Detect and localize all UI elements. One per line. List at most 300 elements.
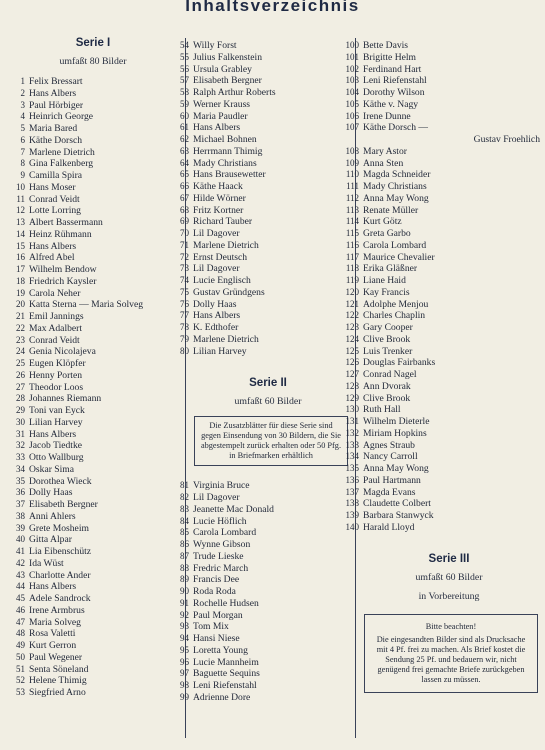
list-item — [340, 275, 542, 287]
column-2 — [170, 0, 352, 704]
list-item — [170, 334, 352, 346]
item-number: 42 — [16, 557, 25, 568]
list-item — [170, 657, 352, 669]
list-item — [6, 628, 180, 640]
item-name: Maria Solveg — [29, 616, 81, 628]
list-item — [340, 463, 542, 475]
item-name: Julius Falkenstein — [193, 51, 263, 63]
list-item — [170, 299, 352, 311]
item-number: 32 — [16, 440, 25, 451]
serie-3-notice-box — [364, 614, 538, 693]
list-item — [6, 194, 180, 206]
item-name: Hans Albers — [193, 122, 241, 134]
list-item — [340, 510, 542, 522]
item-number: 10 — [16, 181, 25, 192]
item-number: 117 — [345, 251, 359, 262]
list-item — [6, 581, 180, 593]
item-name: Ralph Arthur Roberts — [193, 87, 276, 98]
item-number: 78 — [180, 322, 189, 332]
item-name: Ursula Grabley — [193, 63, 252, 75]
item-number: 29 — [16, 405, 25, 415]
item-number: 46 — [16, 604, 25, 615]
item-name: Dorothea Wieck — [29, 475, 92, 487]
item-number: 14 — [16, 228, 25, 239]
item-name: Paul Morgan — [193, 609, 243, 621]
item-name: Irene Armbrus — [29, 604, 85, 616]
item-number: 64 — [180, 157, 189, 168]
item-name: Tom Mix — [193, 621, 229, 633]
item-number: 86 — [180, 539, 189, 549]
item-name: Alfred Abel — [29, 252, 75, 264]
item-number: 61 — [180, 122, 189, 133]
item-number: 13 — [16, 217, 25, 227]
item-name: Leni Riefenstahl — [193, 680, 257, 691]
item-name: Douglas Fairbanks — [363, 357, 436, 369]
list-item — [6, 546, 180, 558]
item-name: Marlene Dietrich — [193, 239, 259, 251]
item-name: Mady Christians — [363, 181, 427, 192]
item-name: Carola Neher — [29, 287, 81, 299]
item-number: 21 — [16, 311, 25, 321]
list-item — [170, 146, 352, 158]
item-number: 1 — [20, 76, 25, 86]
list-item — [170, 169, 352, 181]
item-name: Brigitte Helm — [363, 51, 417, 63]
item-number: 30 — [16, 416, 25, 427]
item-name: Anna Sten — [363, 157, 404, 169]
notice-text: Die eingesandten Bilder sind als Drucksache mit 4 Pf. frei zu machen. Als Brief kostet die Sendung 25 Pf. und bedauern wir, nicht genügend frei gemachte Briefe zurückgeben lassen zu müssen. — [376, 634, 526, 684]
item-number: 77 — [180, 310, 189, 321]
item-name: Mady Christians — [193, 157, 257, 169]
item-name: Anna May Wong — [363, 192, 429, 204]
item-name: Adolphe Menjou — [363, 298, 429, 310]
item-name: Werner Krauss — [193, 98, 251, 110]
item-number: 84 — [180, 515, 189, 526]
item-name: Eugen Klöpfer — [29, 358, 86, 369]
item-number: 123 — [345, 322, 359, 332]
notice-heading: Bitte beachten! — [425, 621, 477, 631]
item-name: Käthe Dorsch — — [363, 122, 429, 134]
list-item — [170, 598, 352, 610]
item-number: 114 — [345, 216, 359, 227]
list-item — [170, 205, 352, 217]
serie-2-subtitle: umfaßt 60 Bilder — [234, 396, 302, 408]
item-number: 41 — [16, 546, 25, 556]
list-item — [6, 523, 180, 535]
item-number: 57 — [180, 75, 189, 86]
list-item — [6, 687, 180, 699]
list-item — [340, 193, 542, 205]
item-name: K. Edthofer — [193, 322, 239, 333]
item-name: Kurt Götz — [363, 216, 402, 228]
item-name: Fredric March — [193, 562, 249, 574]
list-item — [6, 464, 180, 476]
list-item — [340, 169, 542, 181]
list-item — [340, 40, 542, 52]
item-number: 97 — [180, 668, 189, 679]
item-number: 71 — [180, 239, 189, 250]
item-name: Dorothy Wilson — [363, 87, 425, 98]
list-item — [6, 111, 180, 123]
item-number: 3 — [20, 99, 25, 110]
item-name: Jacob Tiedtke — [29, 440, 83, 452]
item-number: 98 — [180, 680, 189, 690]
item-number: 68 — [180, 204, 189, 215]
serie-1-heading: Serie I — [75, 37, 111, 49]
item-name: Nancy Carroll — [363, 451, 418, 463]
list-item — [170, 275, 352, 287]
item-name: Hans Albers — [29, 581, 77, 593]
list-item — [6, 652, 180, 664]
list-item — [340, 428, 542, 440]
list-item — [170, 692, 352, 704]
list-item — [340, 134, 542, 146]
list-item — [340, 64, 542, 76]
item-name: Theodor Loos — [29, 381, 84, 393]
item-number: 9 — [20, 170, 25, 180]
item-number: 96 — [180, 656, 189, 667]
item-number: 15 — [16, 240, 25, 251]
item-number: 5 — [20, 123, 25, 133]
item-number: 87 — [180, 550, 189, 561]
item-number: 107 — [345, 122, 359, 133]
item-number: 83 — [180, 503, 189, 514]
item-number: 138 — [345, 498, 359, 509]
item-name: Katta Sterna — Maria Solveg — [29, 299, 144, 311]
item-number: 36 — [16, 487, 25, 498]
item-name: Ann Dvorak — [363, 380, 411, 392]
item-name: Claudette Colbert — [363, 498, 431, 510]
list-item — [340, 228, 542, 240]
list-item — [170, 563, 352, 575]
item-number: 81 — [180, 480, 189, 491]
item-number: 113 — [345, 204, 359, 215]
item-number: 79 — [180, 333, 189, 344]
item-name: Hans Albers — [29, 428, 77, 440]
item-name: Paul Wegener — [29, 651, 83, 663]
item-number: 126 — [345, 357, 359, 368]
list-item — [6, 264, 180, 276]
list-item — [170, 228, 352, 240]
item-number: 139 — [345, 510, 359, 520]
item-name: Carola Lombard — [193, 527, 257, 539]
item-name: Conrad Veidt — [29, 334, 80, 346]
item-name: Barbara Stanwyck — [363, 510, 434, 521]
item-name: Hilde Wörner — [193, 192, 246, 204]
item-number: 89 — [180, 574, 189, 585]
item-name: Max Adalbert — [29, 322, 83, 334]
item-number: 18 — [16, 275, 25, 286]
item-name: Greta Garbo — [363, 228, 411, 239]
list-item — [340, 52, 542, 64]
item-name: Ernst Deutsch — [193, 251, 248, 263]
item-name: Camilla Spira — [29, 170, 83, 181]
item-number: 7 — [20, 146, 25, 157]
list-item — [6, 323, 180, 335]
serie-2-notice-box: Die Zusatzblätter für diese Serie sind gegen Einsendung von 30 Bildern, die Sie abgestempelt zurück erhalten oder 50 Pfg. in Briefmarken erhältlich — [194, 416, 348, 466]
list-item — [170, 346, 352, 358]
list-item — [340, 99, 542, 111]
list-item — [6, 452, 180, 464]
list-item — [6, 605, 180, 617]
item-number: 127 — [345, 369, 359, 379]
item-number: 60 — [180, 110, 189, 121]
item-number: 23 — [16, 334, 25, 345]
list-item — [170, 122, 352, 134]
list-item — [170, 40, 352, 52]
item-name: Lotte Lorring — [29, 205, 81, 217]
item-number: 133 — [345, 439, 359, 450]
item-number: 129 — [345, 392, 359, 403]
item-number: 94 — [180, 633, 189, 643]
item-number: 105 — [345, 98, 359, 109]
item-number: 47 — [16, 616, 25, 627]
item-name: Toni van Eyck — [29, 405, 85, 416]
item-number: 132 — [345, 427, 359, 438]
item-number: 44 — [16, 581, 25, 592]
item-name: Lucie Höflich — [193, 515, 247, 527]
list-item — [170, 492, 352, 504]
list-item — [6, 534, 180, 546]
item-name: Charlotte Ander — [29, 569, 91, 581]
list-item — [170, 504, 352, 516]
item-number: 2 — [20, 87, 25, 98]
item-number: 17 — [16, 264, 25, 274]
item-name: Maurice Chevalier — [363, 251, 435, 263]
list-item — [340, 310, 542, 322]
item-name: Paul Hartmann — [363, 474, 421, 486]
item-number: 12 — [16, 205, 25, 216]
item-name: Marlene Dietrich — [193, 333, 259, 345]
item-name: Hansi Niese — [193, 633, 240, 644]
item-number: 43 — [16, 569, 25, 580]
item-number: 93 — [180, 621, 189, 632]
list-item — [170, 574, 352, 586]
item-number: 140 — [345, 521, 359, 532]
list-item — [340, 287, 542, 299]
item-name: Elisabeth Bergner — [193, 75, 262, 87]
item-number: 128 — [345, 380, 359, 391]
list-item — [170, 645, 352, 657]
item-name: Felix Bressart — [29, 76, 83, 87]
item-number: 99 — [180, 691, 189, 702]
item-name: Helene Thimig — [29, 675, 87, 687]
list-item — [170, 216, 352, 228]
item-name: Clive Brook — [363, 392, 411, 404]
item-number: 110 — [345, 169, 359, 180]
item-number: 120 — [345, 286, 359, 297]
item-name: Trude Lieske — [193, 550, 244, 562]
list-item — [6, 570, 180, 582]
item-name: Hans Albers — [193, 310, 241, 322]
item-number: 75 — [180, 286, 189, 297]
list-item — [340, 146, 542, 158]
list-item — [6, 382, 180, 394]
list-item — [170, 181, 352, 193]
item-name: Hans Albers — [29, 87, 77, 99]
list-item — [6, 429, 180, 441]
item-number: 53 — [16, 687, 25, 697]
item-number: 50 — [16, 651, 25, 662]
item-name: Adrienne Dore — [193, 691, 251, 703]
item-number: 52 — [16, 675, 25, 686]
list-item — [6, 664, 180, 676]
list-item — [6, 346, 180, 358]
item-name: Grete Mosheim — [29, 522, 89, 534]
list-item — [6, 440, 180, 452]
list-item — [340, 487, 542, 499]
list-item — [340, 240, 542, 252]
list-item — [6, 476, 180, 488]
item-number: 35 — [16, 475, 25, 486]
item-name: Lilian Harvey — [29, 416, 83, 428]
list-item — [6, 405, 180, 417]
list-item — [6, 76, 180, 88]
item-name: Hans Moser — [29, 181, 76, 193]
list-item — [6, 123, 180, 135]
item-number: 102 — [345, 63, 359, 74]
list-item — [170, 551, 352, 563]
serie-2-list-continued — [340, 40, 542, 534]
list-item — [6, 370, 180, 382]
list-item — [6, 358, 180, 370]
item-name: Dolly Haas — [29, 487, 73, 499]
item-number: 135 — [345, 463, 359, 473]
item-name: Bette Davis — [363, 40, 409, 51]
item-number: 91 — [180, 597, 189, 608]
item-name: Michael Bohnen — [193, 134, 257, 145]
list-item — [6, 417, 180, 429]
item-number: 49 — [16, 640, 25, 650]
item-number: 69 — [180, 216, 189, 227]
list-item — [170, 134, 352, 146]
list-item — [6, 511, 180, 523]
item-number: 118 — [345, 263, 359, 274]
item-name: Wynne Gibson — [193, 539, 251, 550]
list-item — [340, 158, 542, 170]
item-number: 111 — [346, 181, 359, 191]
item-number: 100 — [345, 40, 359, 50]
item-number: 24 — [16, 346, 25, 357]
item-number: 11 — [16, 193, 25, 204]
item-name: Siegfried Arno — [29, 687, 86, 698]
item-name: Hans Albers — [29, 240, 77, 252]
item-name: Conrad Nagel — [363, 369, 417, 380]
list-item — [6, 487, 180, 499]
item-name: Käthe v. Nagy — [363, 98, 419, 110]
item-name: Gustav Gründgens — [193, 286, 265, 298]
list-item — [170, 111, 352, 123]
item-name: Kurt Gerron — [29, 640, 77, 651]
list-item — [170, 527, 352, 539]
serie-1-list-continued — [170, 40, 352, 357]
item-number: 6 — [20, 134, 25, 145]
item-number: 19 — [16, 287, 25, 298]
item-number: 31 — [16, 428, 25, 439]
item-name: Conrad Veidt — [29, 193, 80, 205]
list-item — [6, 288, 180, 300]
item-name: Lilian Harvey — [193, 345, 247, 357]
item-number: 104 — [345, 87, 359, 97]
item-number: 101 — [345, 51, 359, 62]
item-name: Gary Cooper — [363, 322, 413, 333]
item-number: 45 — [16, 593, 25, 603]
list-item — [340, 369, 542, 381]
item-number: 66 — [180, 181, 189, 191]
item-number: 4 — [20, 111, 25, 122]
item-name: Paul Hörbiger — [29, 99, 84, 111]
item-name: Mary Astor — [363, 145, 407, 157]
list-item — [170, 310, 352, 322]
list-item — [170, 158, 352, 170]
list-item — [340, 440, 542, 452]
item-number: 108 — [345, 145, 359, 156]
item-number: 130 — [345, 404, 359, 415]
item-name: Francis Dee — [193, 574, 240, 586]
item-number: 76 — [180, 298, 189, 309]
item-name: Henny Porten — [29, 369, 83, 381]
list-item — [340, 334, 542, 346]
item-name: Miriam Hopkins — [363, 427, 427, 439]
item-name: Carola Lombard — [363, 239, 427, 251]
item-number: 51 — [16, 663, 25, 674]
item-name: Fritz Kortner — [193, 204, 244, 216]
item-name: Kay Francis — [363, 286, 410, 298]
list-item — [6, 205, 180, 217]
item-name: Virginia Bruce — [193, 480, 250, 492]
list-item — [170, 516, 352, 528]
item-number: 131 — [345, 416, 359, 426]
item-number: 136 — [345, 474, 359, 485]
item-number: 55 — [180, 51, 189, 62]
item-number: 48 — [16, 628, 25, 639]
list-item — [6, 299, 180, 311]
item-number: 122 — [345, 310, 359, 321]
item-name: Friedrich Kaysler — [29, 275, 97, 287]
item-name: Gina Falkenberg — [29, 158, 94, 170]
list-item — [340, 393, 542, 405]
item-number: 82 — [180, 492, 189, 502]
item-name: Maria Bared — [29, 123, 78, 134]
list-item — [170, 252, 352, 264]
item-name: Luis Trenker — [363, 345, 413, 357]
item-name: Rochelle Hudsen — [193, 597, 259, 609]
item-name: Ida Wüst — [29, 557, 64, 569]
item-name: Genia Nicolajeva — [29, 346, 96, 358]
item-name: Käthe Dorsch — [29, 134, 83, 146]
list-item — [340, 263, 542, 275]
list-item — [6, 229, 180, 241]
item-name: Oskar Sima — [29, 463, 75, 475]
list-item — [170, 610, 352, 622]
serie-2-heading: Serie II — [249, 377, 287, 390]
item-name: Elisabeth Bergner — [29, 499, 98, 510]
item-number: 73 — [180, 263, 189, 274]
list-item — [6, 558, 180, 570]
item-number: 40 — [16, 534, 25, 545]
item-name: Magda Evans — [363, 486, 416, 498]
item-number: 116 — [345, 239, 359, 250]
list-item — [6, 675, 180, 687]
item-name: Wilhelm Bendow — [29, 264, 97, 275]
item-name: Agnes Straub — [363, 439, 415, 451]
item-name: Gitta Alpar — [29, 534, 72, 546]
item-number: 34 — [16, 463, 25, 474]
item-number: 38 — [16, 510, 25, 521]
list-item — [340, 122, 542, 134]
item-number: 25 — [16, 358, 25, 368]
item-number: 65 — [180, 169, 189, 180]
